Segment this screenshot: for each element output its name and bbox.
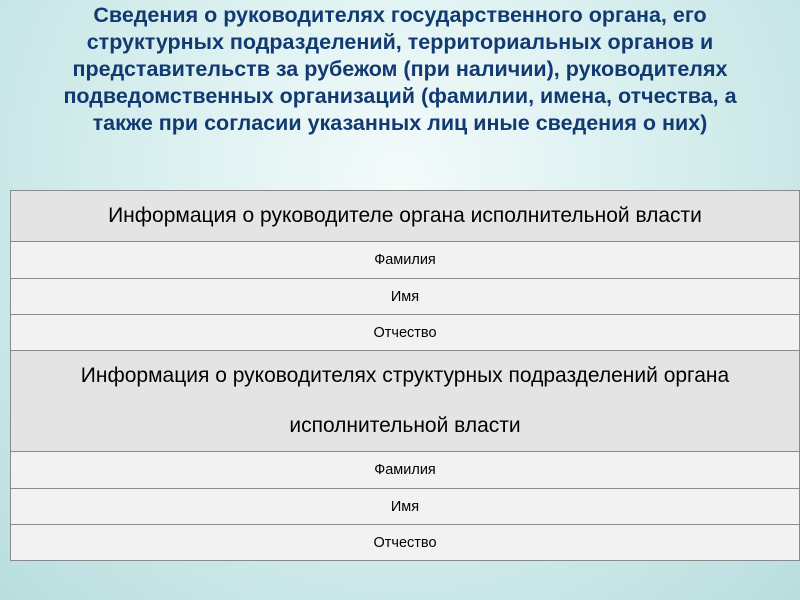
field-row [11,242,800,279]
field-row [11,315,800,351]
slide-title: Сведения о руководителях государственного органа, его структурных подразделений, территориальных органов и представительств за рубежом (при наличии), руководителях подведомственных организаций (фамилии, имена, отчества, а также при согласии указанных лиц иные сведения о них) [63,3,737,135]
field-name-label: Имя [11,279,800,315]
field-surname-label: Фамилия [11,452,800,489]
field-patronymic-label: Отчество [11,525,800,561]
section-heading-row [11,351,800,452]
field-name-label: Имя [11,489,800,525]
field-surname-label: Фамилия [11,242,800,279]
section-heading-head-of-authority: Информация о руководителе органа исполнительной власти [11,191,800,242]
info-table [10,190,800,561]
field-row [11,489,800,525]
section-heading-row [11,191,800,242]
field-row [11,525,800,561]
field-patronymic-label: Отчество [11,315,800,351]
field-row [11,279,800,315]
section-heading-structural-units: Информация о руководителях структурных подразделений органа исполнительной власти [11,351,800,452]
field-row [11,452,800,489]
